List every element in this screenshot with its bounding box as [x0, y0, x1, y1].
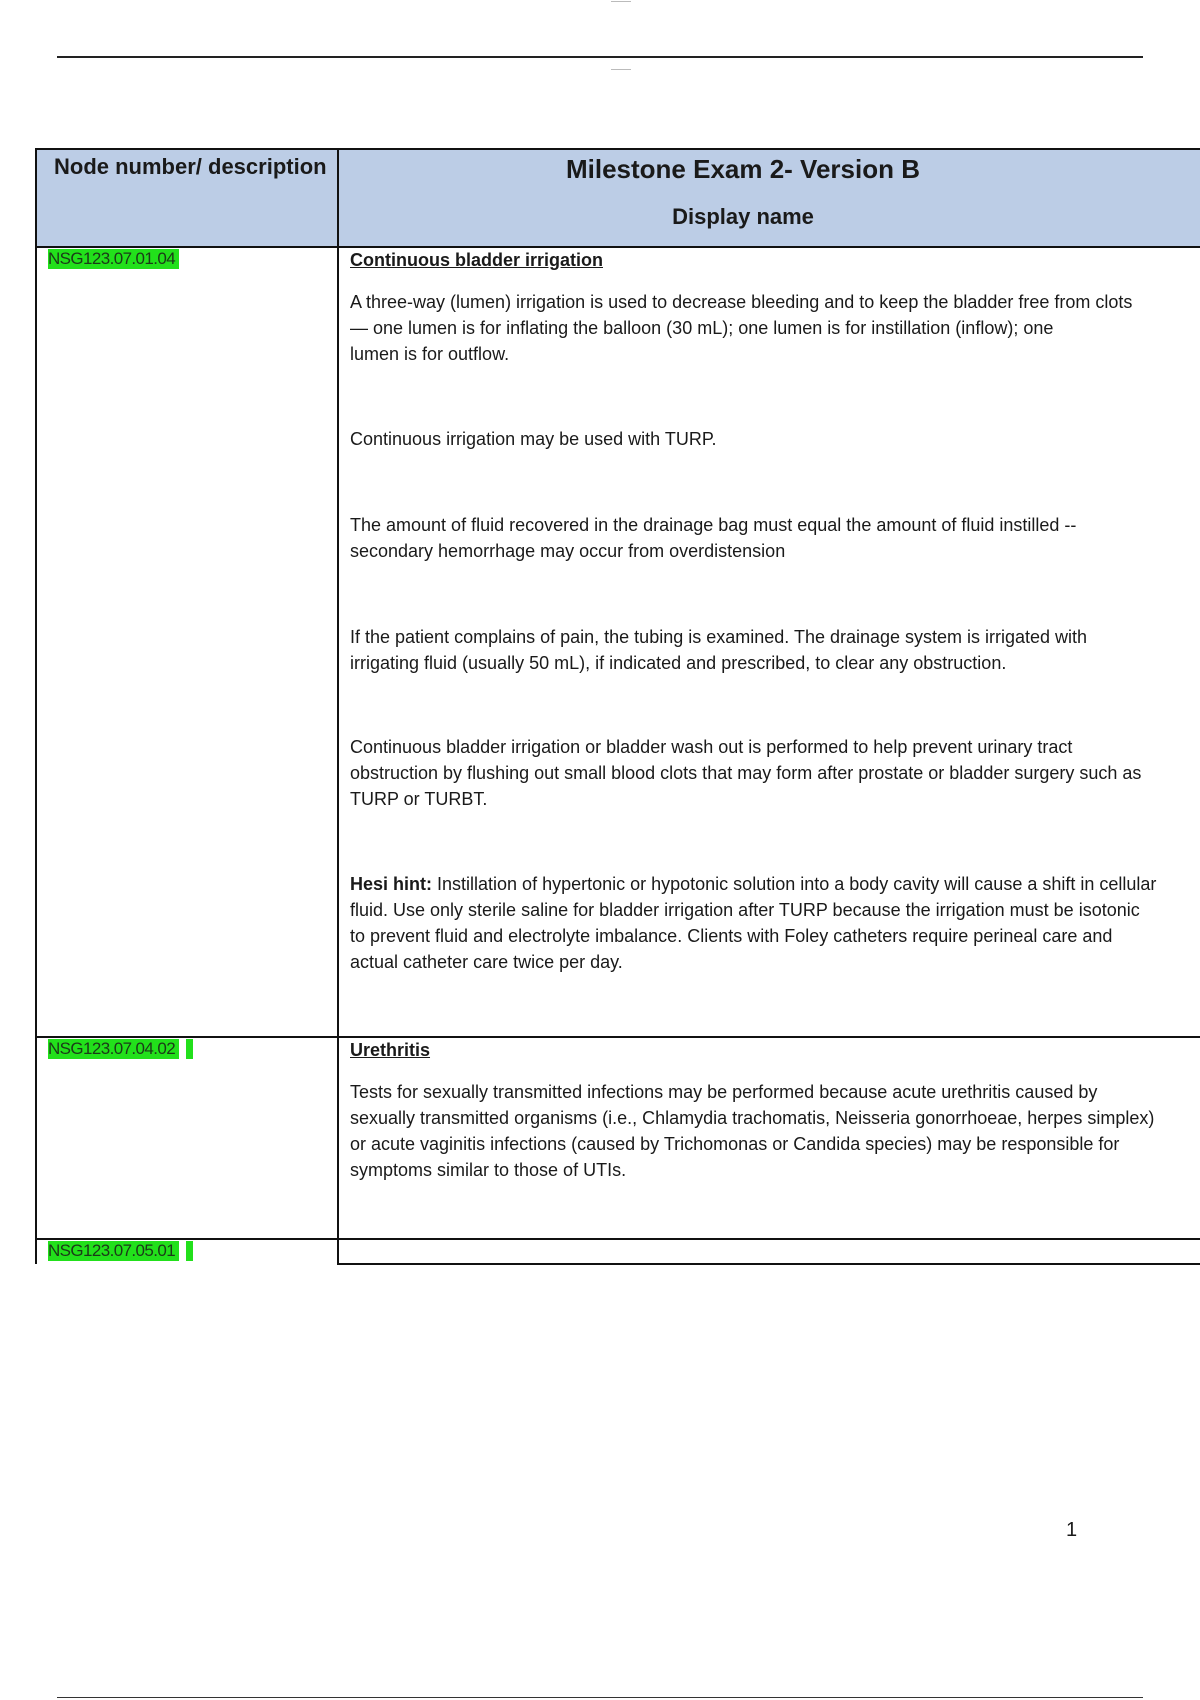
- table-header-row: [36, 149, 1200, 247]
- column-label-node: Node number/ description: [54, 154, 327, 179]
- paragraph: [350, 734, 1200, 812]
- footer-rule: [57, 1697, 1143, 1698]
- text-line: or acute vaginitis infections (caused by Trichomonas or Candida species) may be responsible for: [350, 1134, 1120, 1154]
- text-line: If the patient complains of pain, the tubing is examined. The drainage system is irrigated with: [350, 627, 1088, 647]
- node-cell: [36, 1037, 338, 1239]
- header-mark: [611, 69, 631, 70]
- node-cell: [36, 247, 338, 1037]
- entry-title: Continuous bladder irrigation: [350, 250, 603, 270]
- header-right-cell: [338, 149, 1200, 247]
- table-row: [36, 1037, 1200, 1239]
- content-cell: [338, 1239, 1200, 1264]
- highlight-mark: [186, 1039, 193, 1059]
- header-rule: [57, 56, 1143, 58]
- highlight-mark: [186, 1241, 193, 1261]
- text-line: Continuous irrigation may be used with TURP.: [350, 429, 717, 449]
- node-id-highlight: NSG123.07.05.01: [48, 1241, 179, 1261]
- paragraph: [350, 512, 1200, 564]
- text-line: to prevent fluid and electrolyte imbalance. Clients with Foley catheters require perineal care and: [350, 926, 1113, 946]
- text-line: Continuous bladder irrigation or bladder wash out is performed to help prevent urinary tract: [350, 737, 1073, 757]
- text-line: symptoms similar to those of UTIs.: [350, 1160, 627, 1180]
- hesi-hint: [350, 871, 1200, 975]
- node-id-highlight: NSG123.07.01.04: [48, 249, 179, 269]
- text-line: lumen is for outflow.: [350, 344, 510, 364]
- content-cell: [338, 1037, 1200, 1239]
- content-cell: [338, 247, 1200, 1037]
- text-line: TURP or TURBT.: [350, 789, 488, 809]
- column-label-display-name: Display name: [672, 204, 814, 229]
- paragraph: [350, 289, 1200, 367]
- top-mark: [611, 1, 631, 2]
- text-line: sexually transmitted organisms (i.e., Chlamydia trachomatis, Neisseria gonorrhoeae, herpes simplex): [350, 1108, 1155, 1128]
- text-line: irrigating fluid (usually 50 mL), if indicated and prescribed, to clear any obstruction.: [350, 653, 1007, 673]
- text-line: — one lumen is for inflating the balloon (30 mL); one lumen is for instillation (inflow); one: [350, 318, 1054, 338]
- text-line: actual catheter care twice per day.: [350, 952, 623, 972]
- paragraph: [350, 426, 1200, 452]
- text-line: Instillation of hypertonic or hypotonic solution into a body cavity will cause a shift in cellular: [432, 874, 1157, 894]
- exam-title: Milestone Exam 2- Version B: [565, 154, 920, 184]
- node-cell: [36, 1239, 338, 1264]
- text-line: The amount of fluid recovered in the drainage bag must equal the amount of fluid instilled --: [350, 515, 1077, 535]
- table-row: [36, 1239, 1200, 1264]
- exam-table: [35, 148, 1200, 1265]
- header-left-cell: [36, 149, 338, 247]
- text-line: Tests for sexually transmitted infections may be performed because acute urethritis caused by: [350, 1082, 1098, 1102]
- table-row: [36, 247, 1200, 1037]
- text-line: A three-way (lumen) irrigation is used to decrease bleeding and to keep the bladder free from clots: [350, 292, 1133, 312]
- hint-label: Hesi hint:: [350, 874, 433, 894]
- paragraph: [350, 624, 1200, 676]
- node-id-highlight: NSG123.07.04.02: [48, 1039, 179, 1059]
- page-number: 1: [1066, 1519, 1078, 1541]
- entry-title: Urethritis: [350, 1040, 431, 1060]
- text-line: secondary hemorrhage may occur from overdistension: [350, 541, 786, 561]
- text-line: fluid. Use only sterile saline for bladder irrigation after TURP because the irrigation must be isotonic: [350, 900, 1140, 920]
- paragraph: [350, 1079, 1200, 1183]
- text-line: obstruction by flushing out small blood clots that may form after prostate or bladder surgery such as: [350, 763, 1142, 783]
